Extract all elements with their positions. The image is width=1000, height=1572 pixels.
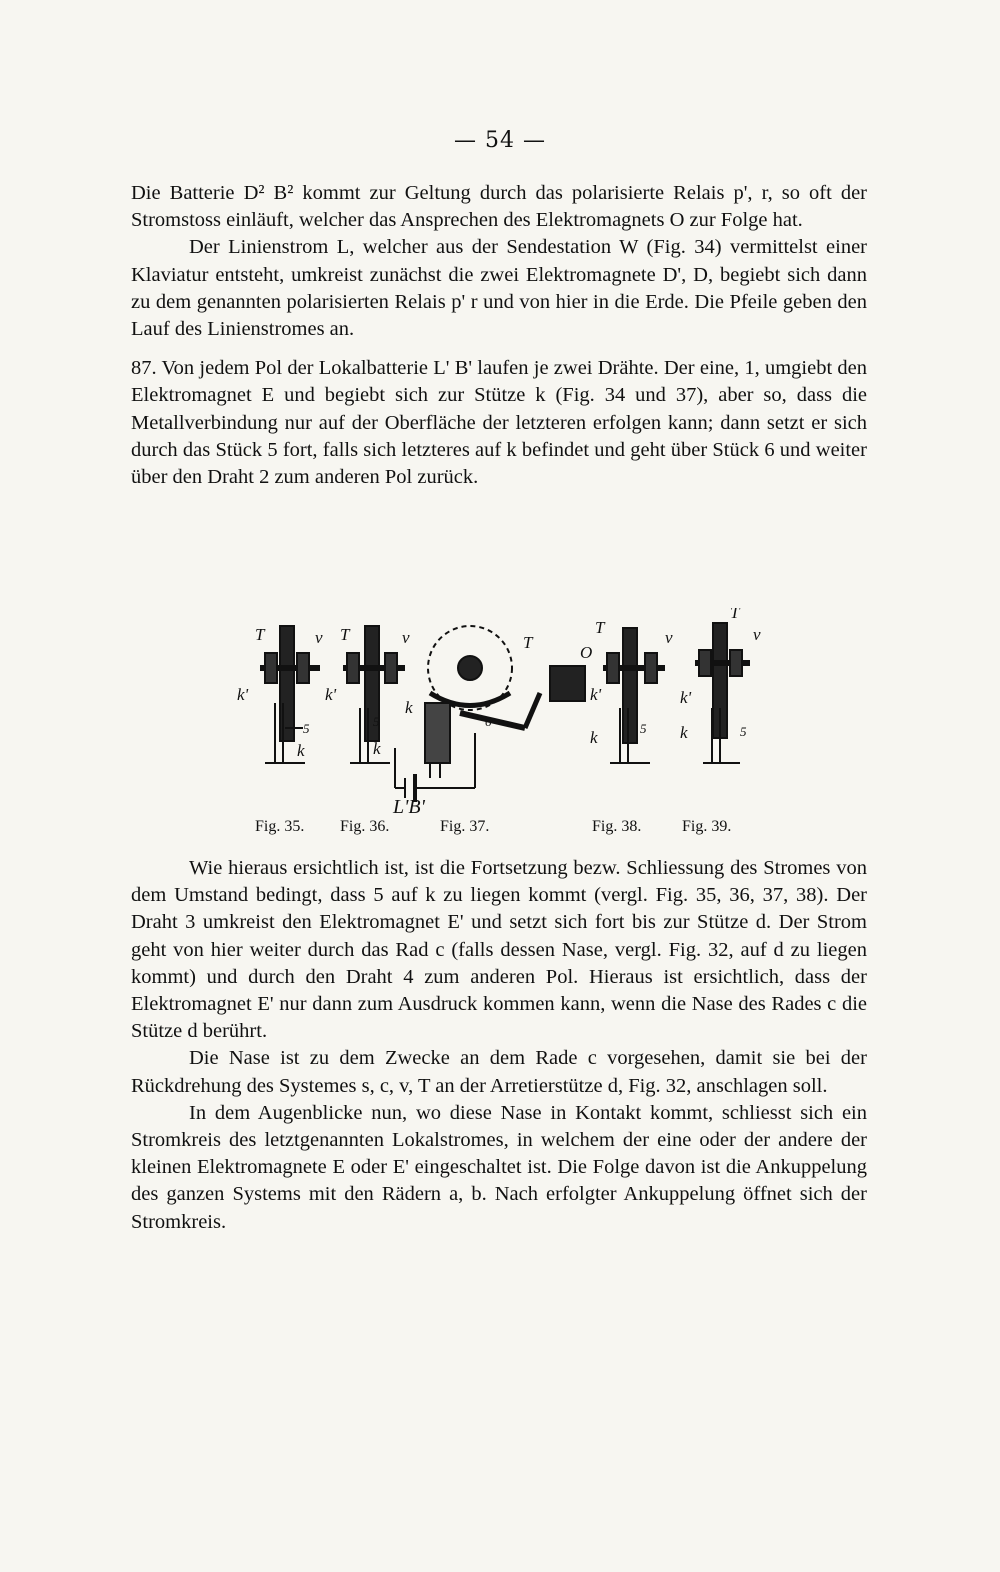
fig-39-drawing (695, 623, 750, 763)
label-v: v (315, 628, 323, 647)
text-block-upper (131, 180, 867, 491)
label-v: v (402, 628, 410, 647)
label-k: k (680, 723, 688, 742)
label-6: 6 (485, 714, 492, 729)
label-T: T (340, 625, 350, 644)
fig-35-drawing (260, 626, 320, 763)
label-O: O (580, 643, 593, 662)
caption-fig-38: Fig. 38. (592, 818, 642, 835)
label-k: k (297, 741, 305, 760)
label-v: v (753, 625, 761, 644)
paragraph: In dem Augenblicke nun, wo diese Nase in Kontakt kommt, schliesst sich ein Stromkreis des letztgenannten Lokalstromes, in welchem der eine oder der andere der kleinen Elektromagnete E oder E' eingeschaltet ist. Die Folge davon ist die Ankuppelung des ganzen Systems mit den Rädern a, b. Nach erfolgter Ankuppelung öffnet sich der Stromkreis. (131, 1101, 867, 1233)
caption-fig-35: Fig. 35. (255, 818, 305, 835)
paragraph: Der Linienstrom L, welcher aus der Sendestation W (Fig. 34) vermittelst einer Klaviatur entsteht, umkreist zunächst die zwei Elektromagnete D', D, begiebt sich dann zu dem genannten polarisierten Relais p' r und von hier in die Erde. Die Pfeile geben den Lauf des Linienstromes an. (131, 236, 867, 341)
label-5: 5 (640, 721, 647, 736)
label-k: k (373, 739, 381, 758)
label-k-prime: k' (237, 685, 249, 704)
caption-fig-39: Fig. 39. (682, 818, 732, 835)
label-5: 5 (740, 724, 747, 739)
label-T: T (523, 633, 533, 652)
label-5: 5 (373, 714, 380, 729)
label-5: 5 (303, 721, 310, 736)
page-number: — 54 — (454, 128, 546, 153)
label-k-prime: k' (680, 688, 692, 707)
paragraph-section-87: 87. Von jedem Pol der Lokalbatterie L' B' laufen je zwei Drähte. Der eine, 1, umgiebt den Elektromagnet E und begiebt sich zur Stütze k (Fig. 34 und 37), aber so, dass die Metallverbindung nur auf der Oberfläche der letzteren erfolgen kann; dann setzt er sich durch das Stück 5 fort, falls sich letzteres auf k befindet und geht über Stück 6 und weiter über den Draht 2 zum anderen Pol zurück. (131, 357, 867, 489)
paragraph: Wie hieraus ersichtlich ist, ist die Fortsetzung bezw. Schliessung des Stromes von dem Umstand bedingt, dass 5 auf k zu liegen kommt (vergl. Fig. 35, 36, 37, 38). Der Draht 3 umkreist den Elektromagnet E' und setzt sich fort bis zur Stütze d. Der Strom geht von hier weiter durch das Rad c (falls dessen Nase, vergl. Fig. 32, auf d zu liegen kommt) und durch den Draht 4 zum anderen Pol. Hieraus ist ersichtlich, dass der Elektromagnet E' nur dann zum Ausdruck kommen kann, wenn die Nase des Rades c die Stütze d berührt. (131, 857, 867, 1043)
figure-illustration (225, 608, 785, 848)
paragraph: Die Nase ist zu dem Zwecke an dem Rade c vorgesehen, damit sie bei der Rückdrehung des Systemes s, c, v, T an der Arretierstütze d, Fig. 32, anschlagen soll. (131, 1047, 867, 1097)
label-battery: L'B' (393, 796, 425, 818)
caption-fig-36: Fig. 36. (340, 818, 390, 835)
label-T: T (730, 608, 740, 622)
fig-38-drawing (603, 628, 665, 763)
label-k-prime: k' (325, 685, 337, 704)
mechanism-drawing (225, 608, 785, 823)
label-T: T (595, 618, 605, 637)
label-T: T (255, 625, 265, 644)
label-v: v (665, 628, 673, 647)
label-k-prime: k' (590, 685, 602, 704)
text-block-lower (131, 855, 867, 1236)
label-k: k (590, 728, 598, 747)
label-k: k (405, 698, 413, 717)
figure-captions (0, 818, 1000, 842)
caption-fig-37: Fig. 37. (440, 818, 490, 835)
paragraph: Die Batterie D² B² kommt zur Geltung durch das polarisierte Relais p', r, so oft der Stromstoss einläuft, welcher das Ansprechen des Elektromagnets O zur Folge hat. (131, 182, 867, 232)
